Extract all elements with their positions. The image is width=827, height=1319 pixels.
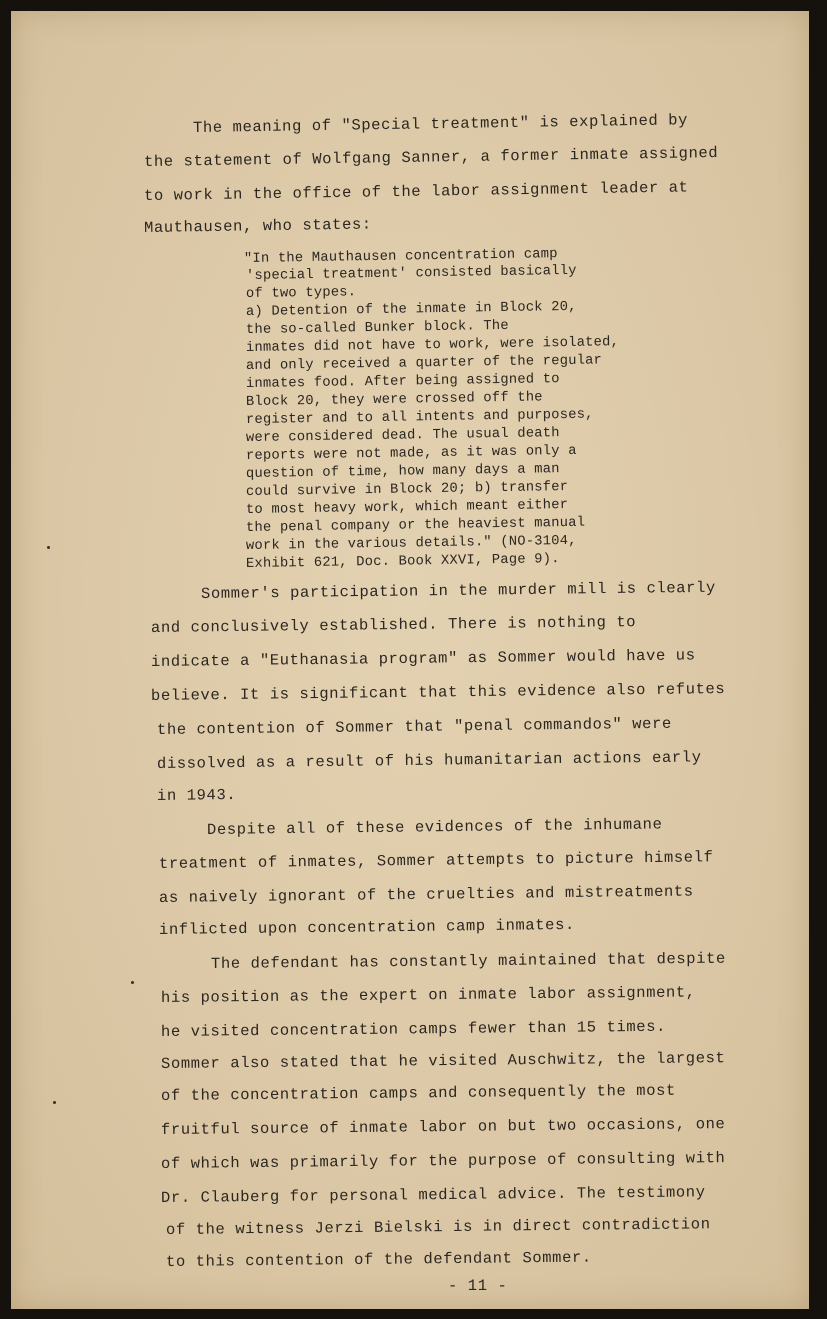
- quote-line: 'special treatment' consisted basically: [245, 263, 577, 284]
- text-line: indicate a "Euthanasia program" as Sommer would have us: [150, 646, 696, 671]
- text-line: of the witness Jerzi Bielski is in direct contradiction: [165, 1215, 711, 1239]
- margin-speck: [47, 546, 50, 549]
- quote-line: and only received a quarter of the regular: [245, 353, 603, 374]
- text-line: the contention of Sommer that "penal commandos" were: [156, 714, 672, 739]
- quote-line: were considered dead. The usual death: [245, 426, 560, 446]
- text-line: believe. It is significant that this evidence also refutes: [150, 679, 726, 705]
- quote-line: the so-called Bunker block. The: [245, 318, 509, 338]
- text-line: Despite all of these evidences of the inhumane: [206, 815, 663, 839]
- quote-line: the penal company or the heaviest manual: [245, 515, 586, 536]
- text-line: of which was primarily for the purpose of consulting with: [160, 1149, 726, 1173]
- quote-line: could survive in Block 20; b) transfer: [245, 479, 569, 500]
- text-line: as naively ignorant of the cruelties and mistreatments: [158, 882, 694, 907]
- margin-speck: [131, 981, 134, 984]
- text-line: Sommer also stated that he visited Auschwitz, the largest: [160, 1049, 726, 1073]
- text-line: to this contention of the defendant Sommer.: [165, 1248, 592, 1271]
- text-line: The meaning of "Special treatment" is explained by: [192, 111, 689, 137]
- text-line: treatment of inmates, Sommer attempts to picture himself: [158, 848, 714, 873]
- text-line: the statement of Wolfgang Sanner, a former inmate assigned: [143, 143, 719, 171]
- text-line: and conclusively established. There is nothing to: [150, 613, 637, 637]
- text-line: Mauthausen, who states:: [143, 215, 372, 237]
- text-line: Sommer's participation in the murder mill is clearly: [200, 578, 716, 603]
- quote-line: a) Detention of the inmate in Block 20,: [245, 299, 577, 320]
- quote-line: "In the Mauthausen concentration camp: [243, 247, 558, 267]
- text-line: dissolved as a result of his humanitarian actions early: [156, 748, 702, 773]
- text-line: fruitful source of inmate labor on but two occasions, one: [160, 1115, 726, 1139]
- quote-line: inmates food. After being assigned to: [245, 372, 560, 392]
- document-page: [11, 11, 809, 1309]
- quote-line: to most heavy work, which meant either: [245, 497, 569, 518]
- text-line: Dr. Clauberg for personal medical advice. The testimony: [160, 1183, 706, 1207]
- quote-line: Block 20, they were crossed off the: [245, 390, 543, 410]
- text-line: to work in the office of the labor assignment leader at: [143, 178, 689, 205]
- page-number: - 11 -: [448, 1277, 508, 1295]
- text-line: inflicted upon concentration camp inmates.: [158, 915, 575, 939]
- text-line: in 1943.: [156, 786, 237, 805]
- quote-line: Exhibit 621, Doc. Book XXVI, Page 9).: [245, 552, 560, 572]
- quote-line: register and to all intents and purposes,: [245, 407, 594, 428]
- quote-line: work in the various details." (NO-3104,: [245, 533, 577, 554]
- quote-line: of two types.: [245, 285, 357, 302]
- text-line: of the concentration camps and consequently the most: [160, 1081, 676, 1105]
- quote-line: question of time, how many days a man: [245, 462, 560, 482]
- quote-line: inmates did not have to work, were isolated,: [245, 335, 620, 356]
- text-line: he visited concentration camps fewer than 15 times.: [160, 1017, 667, 1041]
- margin-speck: [53, 1101, 56, 1104]
- text-line: The defendant has constantly maintained that despite: [210, 949, 726, 973]
- text-line: his position as the expert on inmate labor assignment,: [160, 983, 696, 1007]
- quote-line: reports were not made, as it was only a: [245, 443, 577, 464]
